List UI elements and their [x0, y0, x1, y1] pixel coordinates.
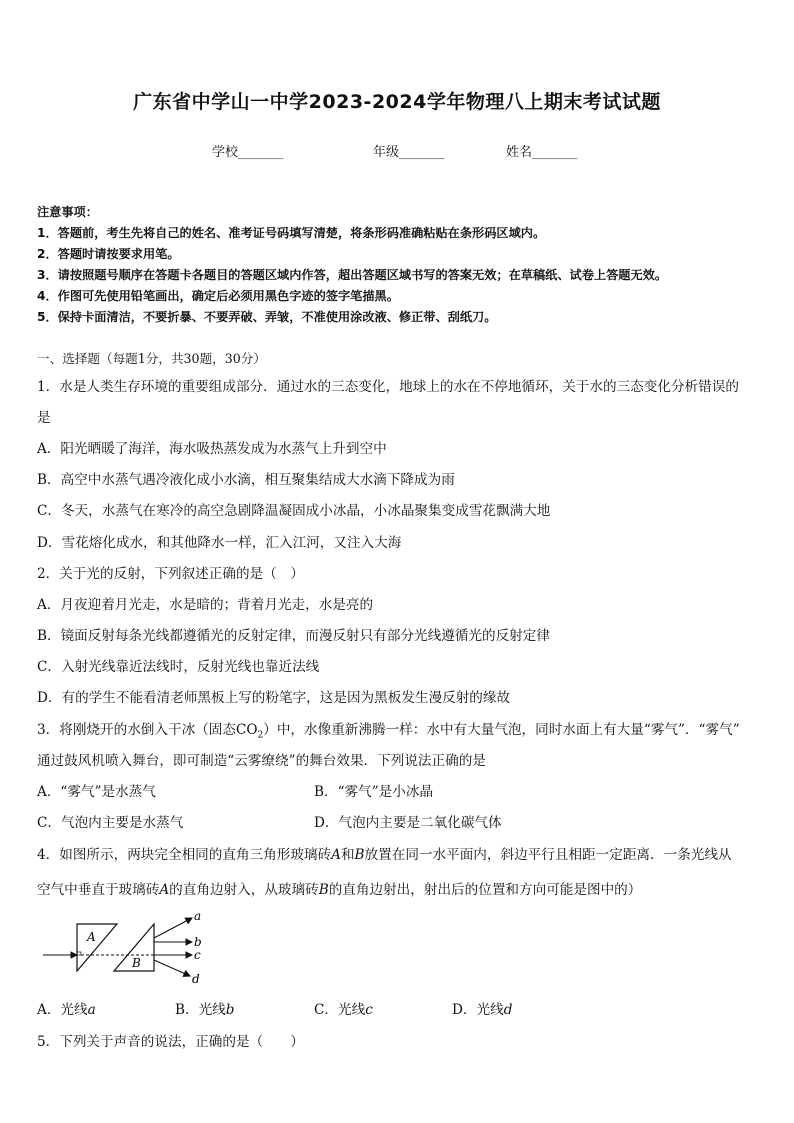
question-3-stem-cont: 通过鼓风机喷入舞台，即可制造“云雾缭绕”的舞台效果．下列说法正确的是: [37, 753, 486, 769]
section-heading: 一、选择题（每题1分，共30题，30分）: [37, 351, 266, 366]
label-ray-c: c: [194, 948, 201, 962]
question-4-option-a: A．光线a: [37, 1002, 96, 1018]
question-4-option-c: C．光线c: [314, 1002, 373, 1018]
notice-heading: 注意事项：: [37, 205, 98, 219]
label-ray-d: d: [192, 972, 200, 986]
question-4-stem-cont: 空气中垂直于玻璃砖A的直角边射入，从玻璃砖B的直角边射出，射出后的位置和方向可能是图中的）: [37, 882, 642, 898]
question-3-stem: 3．将刚烧开的水倒入干冰（固态$CO_2$）中，水像重新沸腾一样：水中有大量气泡，同时水面上有大量“雾气”．“雾气”: [37, 722, 740, 741]
question-1-option-a: A．阳光晒暖了海洋，海水吸热蒸发成为水蒸气上升到空中: [37, 441, 387, 457]
question-1-option-d: D．雪花熔化成水，和其他降水一样，汇入江河，又注入大海: [37, 535, 402, 551]
question-2-stem: 2．关于光的反射，下列叙述正确的是（ ）: [37, 566, 304, 582]
question-1-stem-cont: 是: [37, 410, 51, 426]
question-4-stem: 4．如图所示，两块完全相同的直角三角形玻璃砖A和B放置在同一水平面内，斜边平行且相距一定距离．一条光线从: [37, 847, 732, 863]
prism-a: [77, 924, 117, 971]
grade-field: 年级_______: [373, 145, 445, 160]
notice-item: 4．作图可先使用铅笔画出，确定后必须用黑色字迹的签字笔描黑。: [37, 289, 399, 303]
school-field: 学校_______: [212, 145, 284, 160]
notice-item: 5．保持卡面清洁，不要折暴、不要弄破、弄皱，不准使用涂改液、修正带、刮纸刀。: [37, 310, 497, 324]
question-1-option-b: B．高空中水蒸气遇冷液化成小水滴，相互聚集结成大水滴下降成为雨: [37, 472, 455, 488]
notice-item: 3．请按照题号顺序在答题卡各题目的答题区域内作答，超出答题区域书写的答案无效；在草稿纸、试卷上答题无效。: [37, 268, 668, 282]
label-prism-a: A: [87, 930, 96, 944]
question-2-option-c: C．入射光线靠近法线时，反射光线也靠近法线: [37, 659, 320, 675]
question-1-option-c: C．冬天，水蒸气在寒冷的高空急剧降温凝固成小冰晶，小冰晶聚集变成雪花飘满大地: [37, 503, 551, 519]
label-prism-b: B: [132, 956, 141, 970]
question-3-option-b: B．“雾气”是小冰晶: [314, 784, 434, 800]
question-2-option-b: B．镜面反射每条光线都遵循光的反射定律，而漫反射只有部分光线遵循光的反射定律: [37, 628, 550, 644]
name-field: 姓名_______: [506, 145, 578, 160]
question-3-option-d: D．气泡内主要是二氧化碳气体: [314, 815, 502, 831]
notice-item: 2．答题时请按要求用笔。: [37, 247, 180, 261]
glass-prism-diagram: [40, 908, 220, 990]
question-2-option-d: D．有的学生不能看清老师黑板上写的粉笔字，这是因为黑板发生漫反射的缘故: [37, 690, 511, 706]
notice-item: 1．答题前，考生先将自己的姓名、准考证号码填写清楚，将条形码准确粘贴在条形码区域内。: [37, 226, 546, 240]
question-3-option-a: A．“雾气”是水蒸气: [37, 784, 156, 800]
ray-a: [154, 918, 192, 938]
ray-d: [154, 960, 190, 976]
question-4-option-d: D．光线d: [452, 1002, 513, 1018]
question-4-option-b: B．光线b: [175, 1002, 235, 1018]
label-ray-a: a: [194, 909, 202, 923]
question-1-stem: 1．水是人类生存环境的重要组成部分．通过水的三态变化，地球上的水在不停地循环，关于水的三态变化分析错误的: [37, 379, 739, 395]
question-3-option-c: C．气泡内主要是水蒸气: [37, 815, 184, 831]
question-2-option-a: A．月夜迎着月光走，水是暗的；背着月光走，水是亮的: [37, 597, 374, 613]
label-ray-b: b: [194, 935, 202, 949]
page-title: 广东省中学山一中学2023-2024学年物理八上期末考试试题: [133, 91, 661, 113]
question-5-stem: 5．下列关于声音的说法，正确的是（ ）: [37, 1034, 304, 1050]
